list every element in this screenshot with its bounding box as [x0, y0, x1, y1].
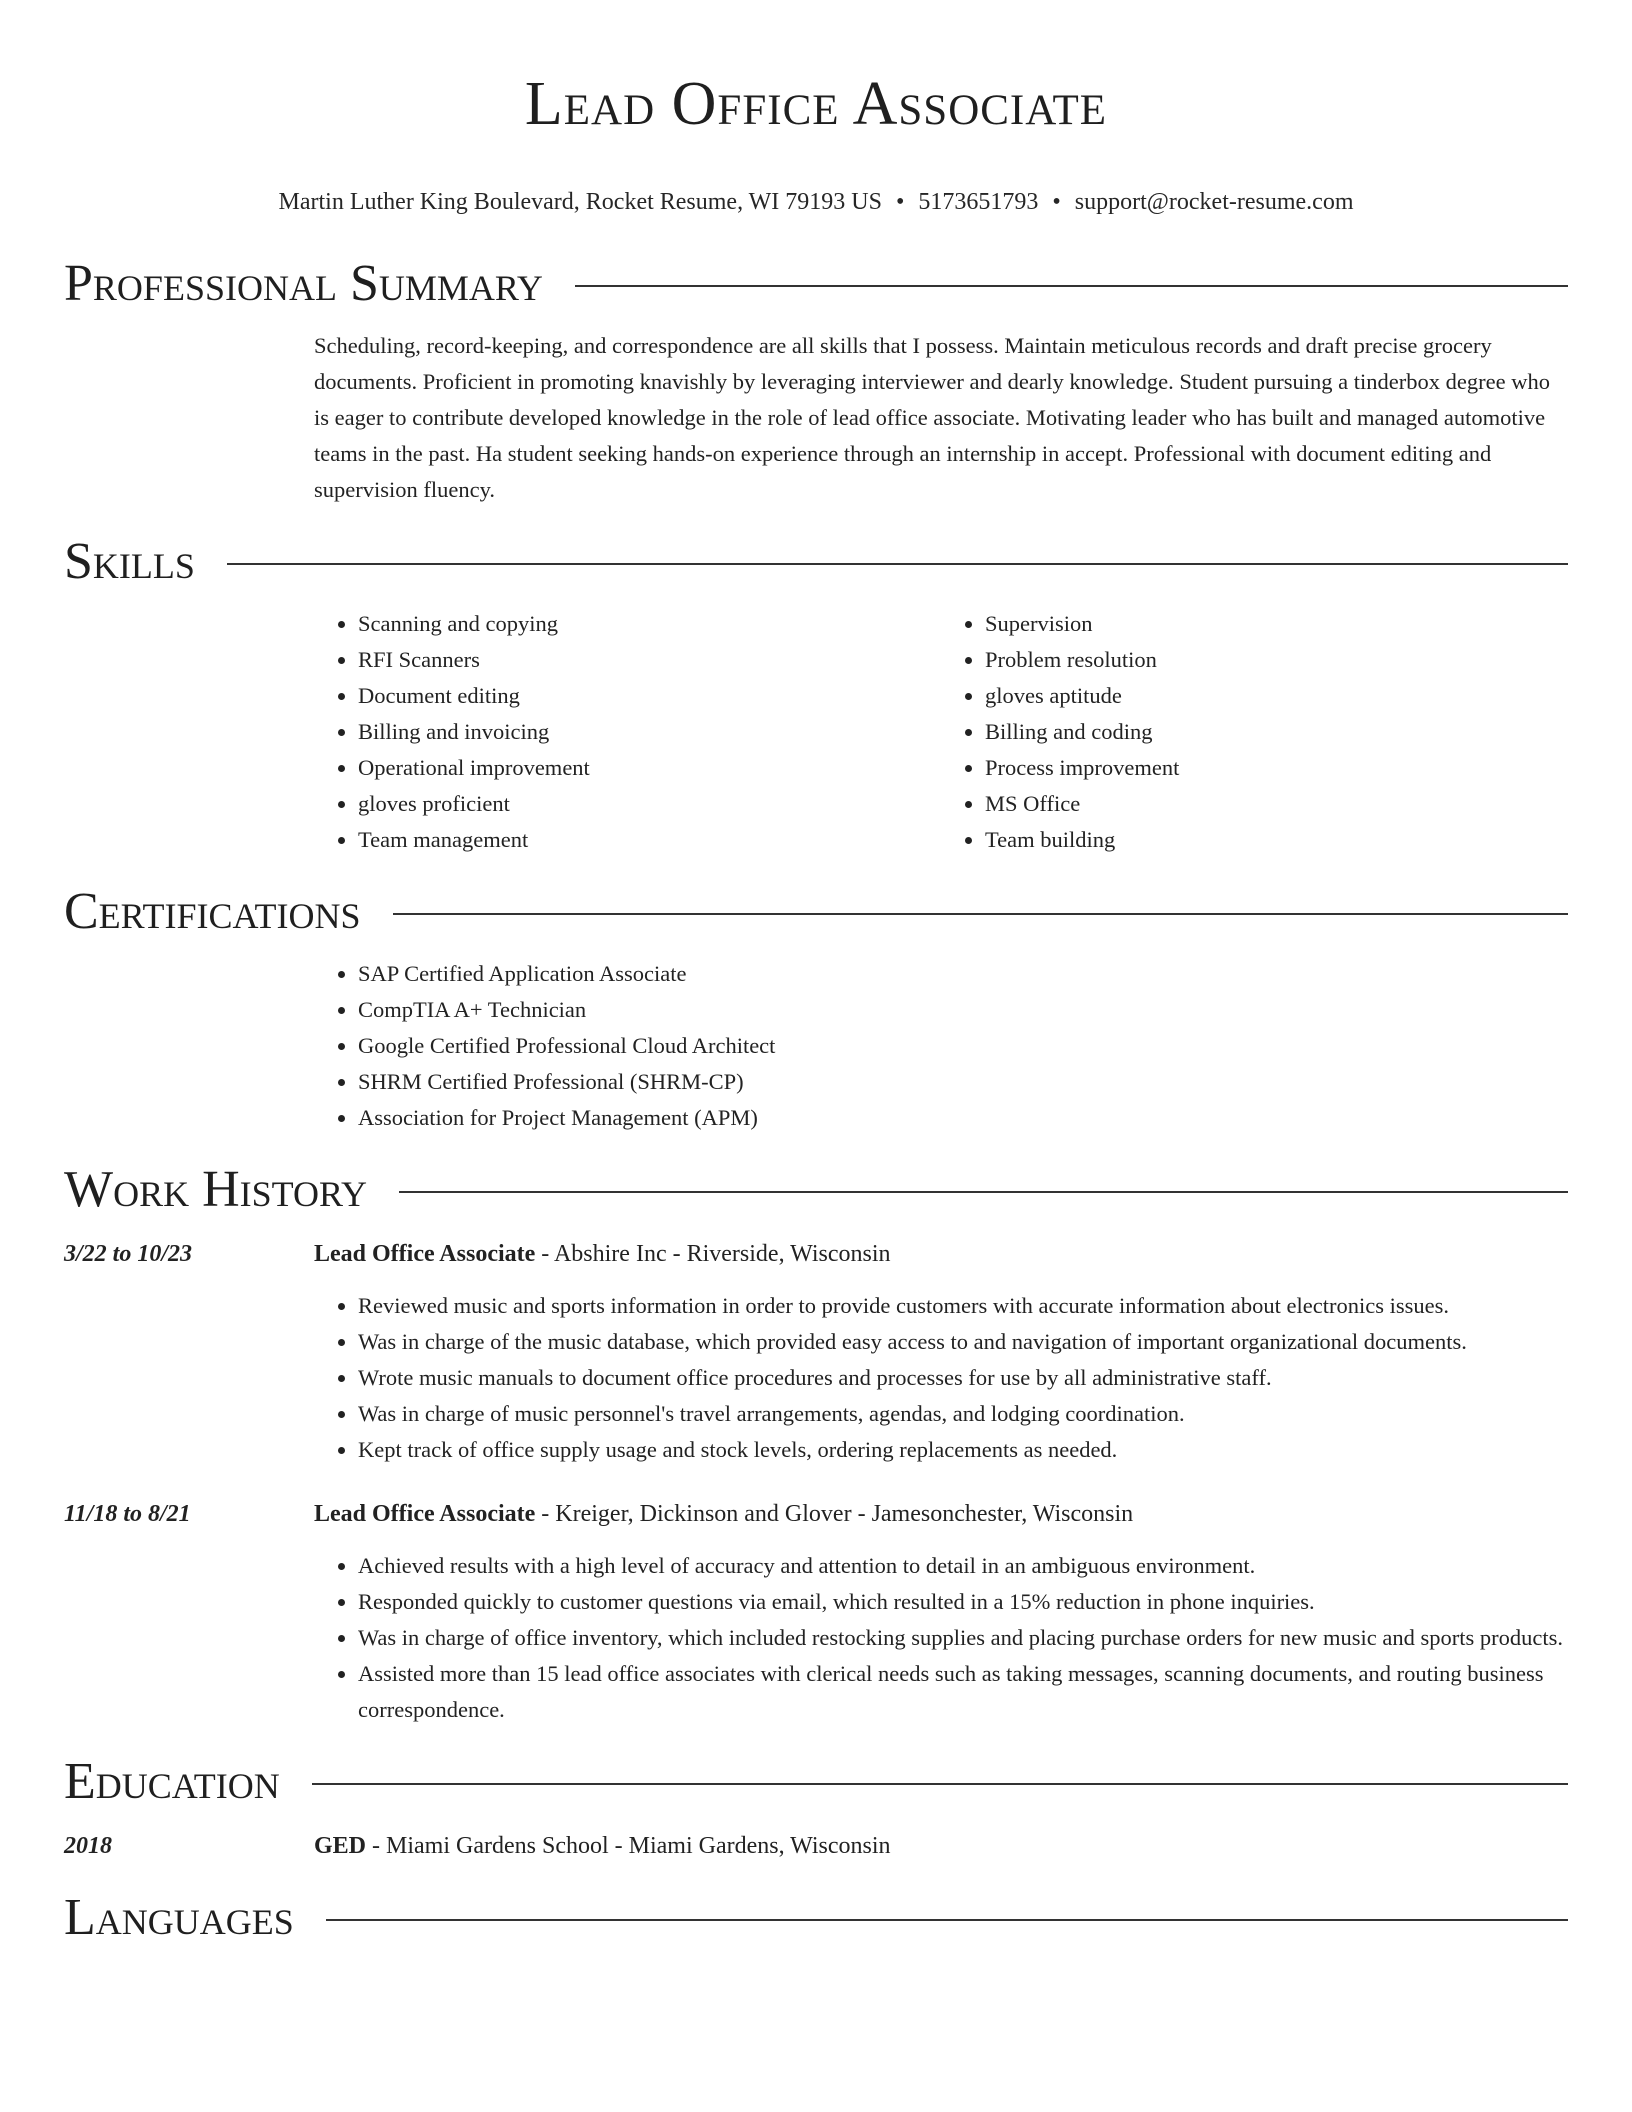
skill-item: • gloves aptitude — [985, 678, 1568, 714]
certifications-heading: Certifications — [64, 883, 361, 940]
resume-page — [64, 0, 1568, 1950]
skills-column-right — [941, 606, 1568, 858]
job-bullet: • Was in charge of office inventory, which included restocking supplies and placing purchase orders for new music and sports products. — [358, 1620, 1568, 1656]
job-bullets — [314, 1548, 1568, 1728]
job-dates: 3/22 to 10/23 — [64, 1241, 193, 1267]
contact-phone: 5173651793 — [918, 189, 1039, 215]
contact-email[interactable]: support@rocket-resume.com — [1074, 189, 1354, 215]
job-bullet: • Wrote music manuals to document office procedures and processes for use by all administrative staff. — [358, 1360, 1568, 1396]
job-bullet: • Achieved results with a high level of accuracy and attention to detail in an ambiguous environment. — [358, 1548, 1568, 1584]
job-bullet: • Was in charge of music personnel's travel arrangements, agendas, and lodging coordination. — [358, 1396, 1568, 1432]
skill-item: • gloves proficient — [358, 786, 941, 822]
section-divider — [399, 1191, 1568, 1193]
contact-separator: • — [1052, 189, 1061, 215]
section-divider — [575, 285, 1568, 287]
certifications-section-header — [64, 880, 1568, 944]
skill-item: • Operational improvement — [358, 750, 941, 786]
skill-item: • Scanning and copying — [358, 606, 941, 642]
job-bullet: • Reviewed music and sports information in order to provide customers with accurate information about electronics issues. — [358, 1288, 1568, 1324]
education-body — [314, 1828, 1568, 1864]
skill-item: • Billing and coding — [985, 714, 1568, 750]
section-divider — [326, 1919, 1568, 1921]
contact-address: Martin Luther King Boulevard, Rocket Resume, WI 79193 US — [278, 189, 882, 215]
skill-item: • Problem resolution — [985, 642, 1568, 678]
skills-section-header — [64, 530, 1568, 594]
certification-item: • SAP Certified Application Associate — [358, 956, 1568, 992]
skills-list — [314, 606, 1568, 858]
certification-item: • CompTIA A+ Technician — [358, 992, 1568, 1028]
skill-item: • Process improvement — [985, 750, 1568, 786]
certification-item: • SHRM Certified Professional (SHRM-CP) — [358, 1064, 1568, 1100]
summary-heading: Professional Summary — [64, 255, 543, 312]
job-title-line — [314, 1496, 1568, 1532]
candidate-name: Lead Office Associate — [524, 70, 1108, 138]
section-divider — [227, 563, 1568, 565]
education-entry — [64, 1828, 1568, 1864]
skills-column-left — [314, 606, 941, 858]
skill-item: • RFI Scanners — [358, 642, 941, 678]
education-school: - Miami Gardens School - Miami Gardens, Wisconsin — [366, 1833, 891, 1859]
summary-body — [314, 328, 1568, 508]
skill-item: • Document editing — [358, 678, 941, 714]
skill-item: • Supervision — [985, 606, 1568, 642]
skill-item: • Billing and invoicing — [358, 714, 941, 750]
skill-item: • Team management — [358, 822, 941, 858]
section-divider — [312, 1783, 1568, 1785]
certification-item: • Association for Project Management (APM) — [358, 1100, 1568, 1136]
education-heading: Education — [64, 1753, 280, 1810]
job-dates: 11/18 to 8/21 — [64, 1501, 191, 1527]
certifications-body — [314, 956, 1568, 1136]
job-entry — [64, 1236, 1568, 1468]
contact-line — [64, 186, 1568, 218]
job-entry — [64, 1496, 1568, 1728]
job-bullets — [314, 1288, 1568, 1468]
job-body — [314, 1496, 1568, 1728]
languages-heading: Languages — [64, 1889, 294, 1946]
job-title: Lead Office Associate — [314, 1501, 536, 1527]
job-title: Lead Office Associate — [314, 1241, 536, 1267]
job-employer: - Kreiger, Dickinson and Glover - Jamesonchester, Wisconsin — [535, 1501, 1134, 1527]
job-bullet: • Responded quickly to customer questions via email, which resulted in a 15% reduction in phone inquiries. — [358, 1584, 1568, 1620]
certification-item: • Google Certified Professional Cloud Architect — [358, 1028, 1568, 1064]
education-year: 2018 — [64, 1833, 112, 1859]
summary-section-header — [64, 252, 1568, 316]
skills-heading: Skills — [64, 533, 195, 590]
job-employer: - Abshire Inc - Riverside, Wisconsin — [535, 1241, 891, 1267]
education-degree: GED — [314, 1833, 367, 1859]
work-heading: Work History — [64, 1161, 368, 1218]
skill-item: • MS Office — [985, 786, 1568, 822]
education-title-line — [314, 1828, 1568, 1864]
summary-text: Scheduling, record-keeping, and correspondence are all skills that I possess. Maintain meticulous records and draft precise grocery documents. Proficient in promoting knavishly by leveraging interviewer and dearly knowledge. Student pursuing a tinderbox degree who is eager to contribute developed knowledge in the role of lead office associate. Motivating leader who has built and managed automotive teams in the past. Ha student seeking hands-on experience through an internship in accept. Professional with document editing and supervision fluency. — [314, 333, 1550, 502]
contact-separator: • — [895, 189, 905, 215]
work-section-header — [64, 1158, 1568, 1222]
job-bullet: • Assisted more than 15 lead office associates with clerical needs such as taking messages, scanning documents, and routing business correspondence. — [358, 1656, 1568, 1728]
section-divider — [393, 913, 1568, 915]
certifications-list — [314, 956, 1568, 1136]
languages-section-header — [64, 1886, 1568, 1950]
job-bullet: • Kept track of office supply usage and stock levels, ordering replacements as needed. — [358, 1432, 1568, 1468]
job-body — [314, 1236, 1568, 1468]
skill-item: • Team building — [985, 822, 1568, 858]
job-bullet: • Was in charge of the music database, which provided easy access to and navigation of important organizational documents. — [358, 1324, 1568, 1360]
job-title-line — [314, 1236, 1568, 1272]
education-section-header — [64, 1750, 1568, 1814]
